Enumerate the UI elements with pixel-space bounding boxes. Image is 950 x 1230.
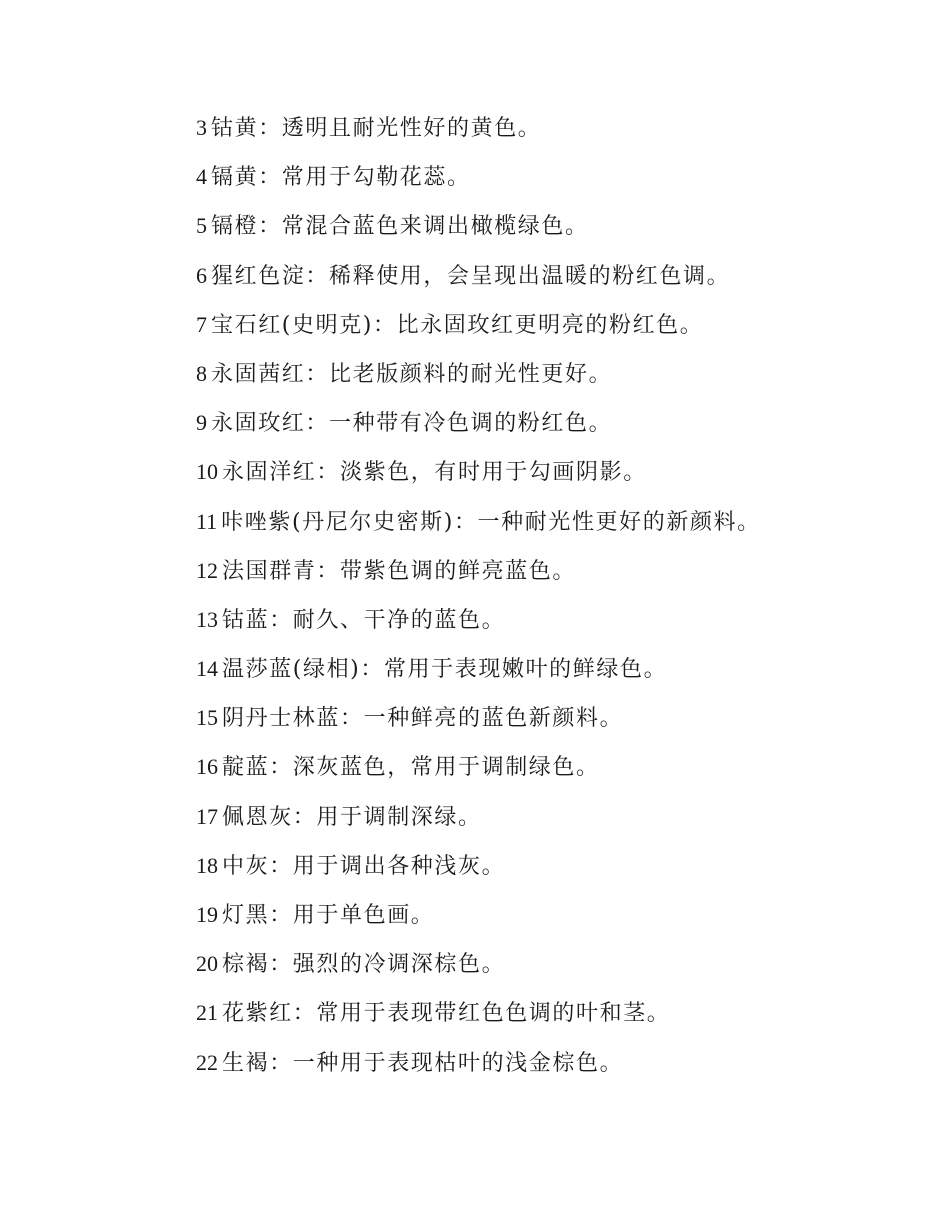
item-number: 5 [196,213,207,239]
item-number: 15 [196,705,218,731]
item-number: 20 [196,951,218,977]
list-item [196,354,896,403]
item-text: 佩恩灰：用于调制深绿。 [222,804,482,830]
item-text: 咔唑紫(丹尼尔史密斯)：一种耐光性更好的新颜料。 [221,509,761,535]
item-text: 阴丹士林蓝：一种鲜亮的蓝色新颜料。 [222,706,624,732]
item-text: 宝石红(史明克)：比永固玫红更明亮的粉红色。 [211,312,704,338]
list-item [196,206,896,255]
item-number: 12 [196,557,218,583]
item-text: 灯黑：用于单色画。 [222,903,435,928]
item-text: 永固玫红：一种带有冷色调的粉红色。 [211,411,613,437]
list-item [196,747,896,796]
list-item [196,944,896,993]
list-item [196,305,896,354]
item-text: 镉黄：常用于勾勒花蕊。 [211,165,471,191]
item-text: 钴蓝：耐久、干净的蓝色。 [222,607,506,633]
item-text: 棕褐：强烈的冷调深棕色。 [222,952,506,978]
item-text: 中灰：用于调出各种浅灰。 [222,853,506,879]
item-text: 温莎蓝(绿相)：常用于表现嫩叶的鲜绿色。 [222,657,668,683]
item-number: 3 [196,115,207,140]
item-text: 永固洋红：淡紫色，有时用于勾画阴影。 [222,460,647,486]
item-number: 9 [196,410,207,436]
item-number: 14 [196,656,218,682]
list-item [196,157,896,206]
list-item [196,403,896,452]
list-item [196,649,896,698]
item-text: 法国群青：带紫色调的鲜亮蓝色。 [222,558,577,584]
item-number: 8 [196,360,207,386]
item-number: 18 [196,852,218,878]
list-item [196,1043,896,1092]
item-number: 19 [196,902,218,927]
item-text: 猩红色淀：稀释使用，会呈现出温暖的粉红色调。 [211,263,731,289]
item-text: 钴黄：透明且耐光性好的黄色。 [211,116,542,141]
list-item [196,452,896,501]
list-item [196,551,896,600]
list-item [196,846,896,895]
item-text: 花紫红：常用于表现带红色色调的叶和茎。 [222,1001,671,1027]
item-text: 靛蓝：深灰蓝色，常用于调制绿色。 [222,755,600,781]
item-text: 永固茜红：比老版颜料的耐光性更好。 [211,361,613,387]
list-item [196,895,896,944]
item-number: 4 [196,164,207,190]
item-number: 10 [196,459,218,485]
item-number: 21 [196,1000,218,1026]
item-number: 22 [196,1049,218,1075]
list-item [196,993,896,1042]
list-item [196,502,896,551]
item-number: 13 [196,606,218,632]
item-text: 镉橙：常混合蓝色来调出橄榄绿色。 [211,214,589,240]
item-number: 6 [196,262,207,288]
list-item [196,698,896,747]
list-item [196,108,896,157]
item-number: 17 [196,803,218,829]
item-number: 16 [196,754,218,780]
item-number: 11 [196,508,218,534]
paint-list [196,108,896,1092]
list-item [196,600,896,649]
item-text: 生褐：一种用于表现枯叶的浅金棕色。 [222,1050,624,1076]
item-number: 7 [196,311,207,337]
list-item [196,256,896,305]
list-item [196,797,896,846]
